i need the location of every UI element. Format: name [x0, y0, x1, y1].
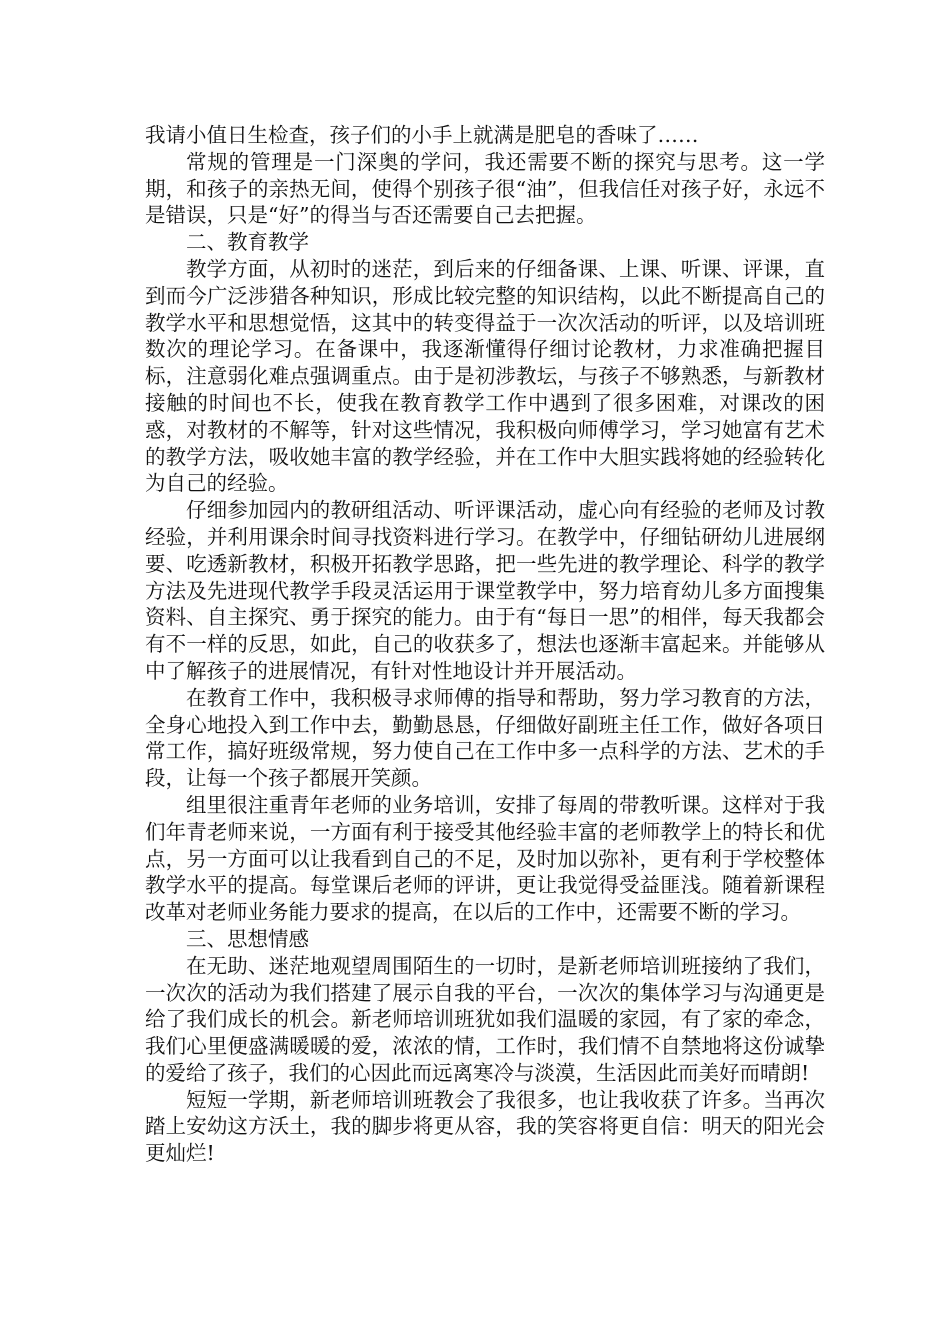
- paragraph-continuation: 我请小值日生检查，孩子们的小手上就满是肥皂的香味了……: [145, 123, 699, 147]
- paragraph-education-work: 在教育工作中，我积极寻求师傅的指导和帮助，努力学习教育的方法，全身心地投入到工作中去，勤勤恳恳，仔细做好副班主任工作，做好各项日常工作，搞好班级常规，努力使自己在工作中多一点科学的方法、艺术的手段，让每一个孩子都展开笑颜。: [145, 685, 825, 791]
- section-heading-thoughts-feelings: 三、思想情感: [186, 926, 309, 951]
- paragraph-research-activities: 仔细参加园内的教研组活动、听评课活动，虚心向有经验的老师及讨教经验，并利用课余时间寻找资料进行学习。在教学中，仔细钻研幼儿进展纲要、吃透新教材，积极开拓教学思路，把一些先进的教学理论、科学的教学方法及先进现代教学手段灵活运用于课堂教学中，努力培育幼儿多方面搜集资料、自主探究、勇于探究的能力。由于有“每日一思”的相伴，每天我都会有不一样的反思，如此，自己的收获多了，想法也逐渐丰富起来。并能够从中了解孩子的进展情况，有针对性地设计并开展活动。: [145, 498, 825, 683]
- document-body: [145, 122, 825, 1167]
- paragraph-conclusion: 短短一学期，新老师培训班教会了我很多，也让我收获了许多。当再次踏上安幼这方沃土，我的脚步将更从容，我的笑容将更自信：明天的阳光会更灿烂!: [145, 1087, 825, 1166]
- section-heading-education-teaching: 二、教育教学: [186, 230, 309, 255]
- paragraph-training: 组里很注重青年老师的业务培训，安排了每周的带教听课。这样对于我们年青老师来说，一方面有利于接受其他经验丰富的老师教学上的特长和优点，另一方面可以让我看到自己的不足，及时加以弥补，更有利于学校整体教学水平的提高。每堂课后老师的评讲，更让我觉得受益匪浅。随着新课程改革对老师业务能力要求的提高，在以后的工作中，还需要不断的学习。: [145, 792, 825, 925]
- paragraph-routine-management: 常规的管理是一门深奥的学问，我还需要不断的探究与思考。这一学期，和孩子的亲热无间，使得个别孩子很“油”，但我信任对孩子好，永远不是错误，只是“好”的得当与否还需要自己去把握。: [145, 149, 825, 228]
- paragraph-training-class: 在无助、迷茫地观望周围陌生的一切时，是新老师培训班接纳了我们，一次次的活动为我们搭建了展示自我的平台，一次次的集体学习与沟通更是给了我们成长的机会。新老师培训班犹如我们温暖的家园，有了家的牵念，我们心里便盛满暖暖的爱，浓浓的情，工作时，我们情不自禁地将这份诚挚的爱给了孩子，我们的心因此而远离寒冷与淡漠，生活因此而美好而晴朗!: [145, 953, 825, 1085]
- paragraph-teaching: 教学方面，从初时的迷茫，到后来的仔细备课、上课、听课、评课，直到而今广泛涉猎各种知识，形成比较完整的知识结构，以此不断提高自己的教学水平和思想觉悟，这其中的转变得益于一次次活动的听评，以及培训班数次的理论学习。在备课中，我逐渐懂得仔细讨论教材，力求准确把握目标，注意弱化难点强调重点。由于是初涉教坛，与孩子不够熟悉，与新教材接触的时间也不长，使我在教育教学工作中遇到了很多困难，对课改的困惑，对教材的不解等，针对这些情况，我积极向师傅学习，学习她富有艺术的教学方法，吸收她丰富的教学经验，并在工作中大胆实践将她的经验转化为自己的经验。: [145, 256, 825, 496]
